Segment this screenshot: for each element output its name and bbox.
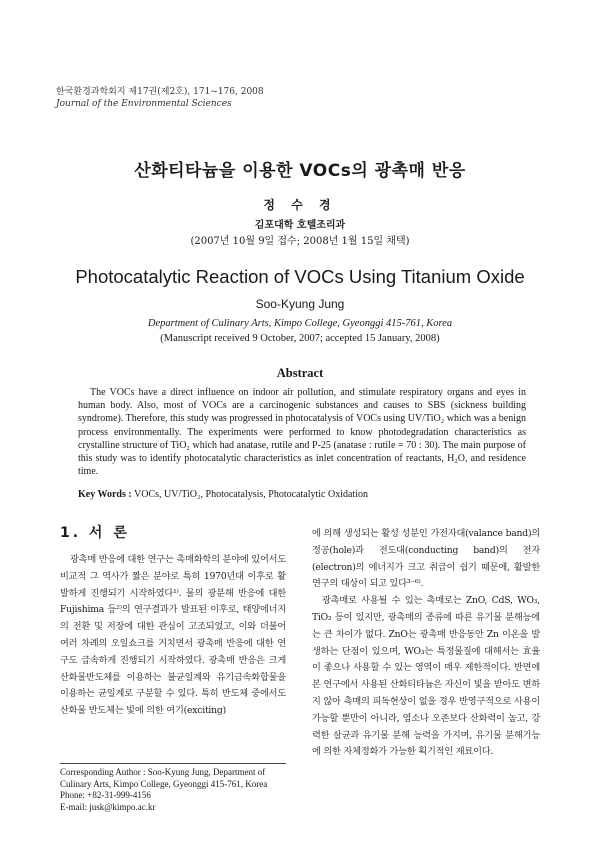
section-heading-introduction: 1. 서 론	[60, 525, 130, 541]
corresponding-author-footnote	[60, 767, 296, 813]
footnote-divider	[60, 763, 286, 764]
paper-title-korean: 산화티타늄을 이용한 VOCs의 광촉매 반응	[134, 161, 466, 181]
author-name-english: Soo-Kyung Jung	[255, 297, 345, 311]
received-accepted-dates-english: (Manuscript received 9 October, 2007; accepted 15 January, 2008)	[160, 333, 440, 344]
journal-name-en: Journal of the Environmental Sciences	[56, 99, 232, 109]
footnote-line: Culinary Arts, Kimpo College, Gyeonggi 415-761, Korea	[60, 778, 268, 789]
footnote-phone: Phone: +82-31-999-4156	[60, 790, 151, 801]
affiliation-korean: 김포대학 호텔조리과	[254, 220, 346, 231]
received-accepted-dates-korean: (2007년 10월 9일 접수; 2008년 1월 15일 채택)	[190, 236, 410, 247]
body-text-left-column: 광촉매 반응에 대한 연구는 촉매화학의 분야에 있어서도 비교적 그 역사가 짧은 분야로 특히 1970년대 이후로 활발하게 진행되기 시작하였다¹⁾. 물의 광분해 반응에 대한 Fujishima 등²⁾의 연구결과가 발표된 이후로, 태양에너지의 전환 및 저장에 대한 관심이 고조되었고, 이와 더불어 여러 차례의 오일쇼크를 거치면서 광촉매 반응에 대한 연구도 급속하게 진행되기 시작하였다. 광촉매 반응은 크게 산화물반도체를 이용하는 불균일계와 유기금속화합물을 이용하는 균일계로 구분할 수 있다. 특히 반도체 중에서도 산화물 반도체는 빛에 의한 여기(exciting)	[60, 554, 286, 717]
abstract-heading: Abstract	[276, 366, 324, 380]
right-column-paragraph-2: 광촉매로 사용될 수 있는 촉매로는 ZnO, CdS, WO₃, TiO₂ 등이 있지만, 광촉매의 종류에 따른 유기물 분해능에는 큰 차이가 없다. ZnO는 광촉매 반응동안 Zn 이온을 발생하는 단점이 있으며, WO₃는 특정물질에 대해서는 효율이 좋으나 사용할 수 있는 영역이 매우 제한적이다. 반면에 본 연구에서 사용된 산화티타늄은 자신이 빛을 받아도 변하지 않아 촉매의 피독현상이 없을 경우 반영구적으로 사용이 가능할 뿐만이 아니라, 염소나 오존보다 산화력이 높고, 강력한 살균과 유기물 분해 능력을 가지며, 유기물 분해기능에 의한 자체정화가 가능한 획기적인 재료이다.	[312, 595, 540, 758]
footnote-line: Corresponding Author : Soo-Kyung Jung, Department of	[60, 767, 266, 777]
affiliation-english: Department of Culinary Arts, Kimpo College, Gyeonggi 415-761, Korea	[147, 318, 453, 329]
body-text-right-column	[312, 526, 540, 761]
paper-title-english: Photocatalytic Reaction of VOCs Using Titanium Oxide	[75, 266, 525, 287]
author-name-korean: 정 수 경	[263, 198, 337, 212]
footnote-email: E-mail: jusk@kimpo.ac.kr	[60, 801, 156, 812]
keywords-list: VOCs, UV/TiO₂, Photocatalysis, Photocatalytic Oxidation	[131, 489, 368, 500]
keywords	[78, 488, 526, 501]
journal-header	[56, 86, 264, 110]
keywords-label: Key Words :	[78, 489, 132, 500]
abstract-body: The VOCs have a direct influence on indoor air pollution, and stimulate respiratory organs and eyes in human body. Also, most of VOCs are a carcinogenic substances and causes to SBS (sickness building syndrome). Therefore, this study was progressed in photocatalysis of VOCs using UV/TiO₂ which was a benign process environmentally. The experiments were performed to know photodegradation characteristics as crystalline structure of TiO₂ which had anatase, rutile and P-25 (anatase : rutile = 70 : 30). The main purpose of this study was to identify photocatalytic characteristics as inlet concentration of reactants, H₂O, and residence time.	[78, 387, 526, 478]
journal-citation-ko: 한국환경과학회지 제17권(제2호), 171~176, 2008	[56, 87, 264, 97]
right-column-paragraph-1: 에 의해 생성되는 활성 성분인 가전자대(valance band)의 정공(hole)과 전도대(conducting band)의 전자(electron)의 에너지가 크고 취급이 쉽기 때문에, 활발한 연구의 대상이 되고 있다³⁻⁶⁾.	[312, 528, 540, 590]
